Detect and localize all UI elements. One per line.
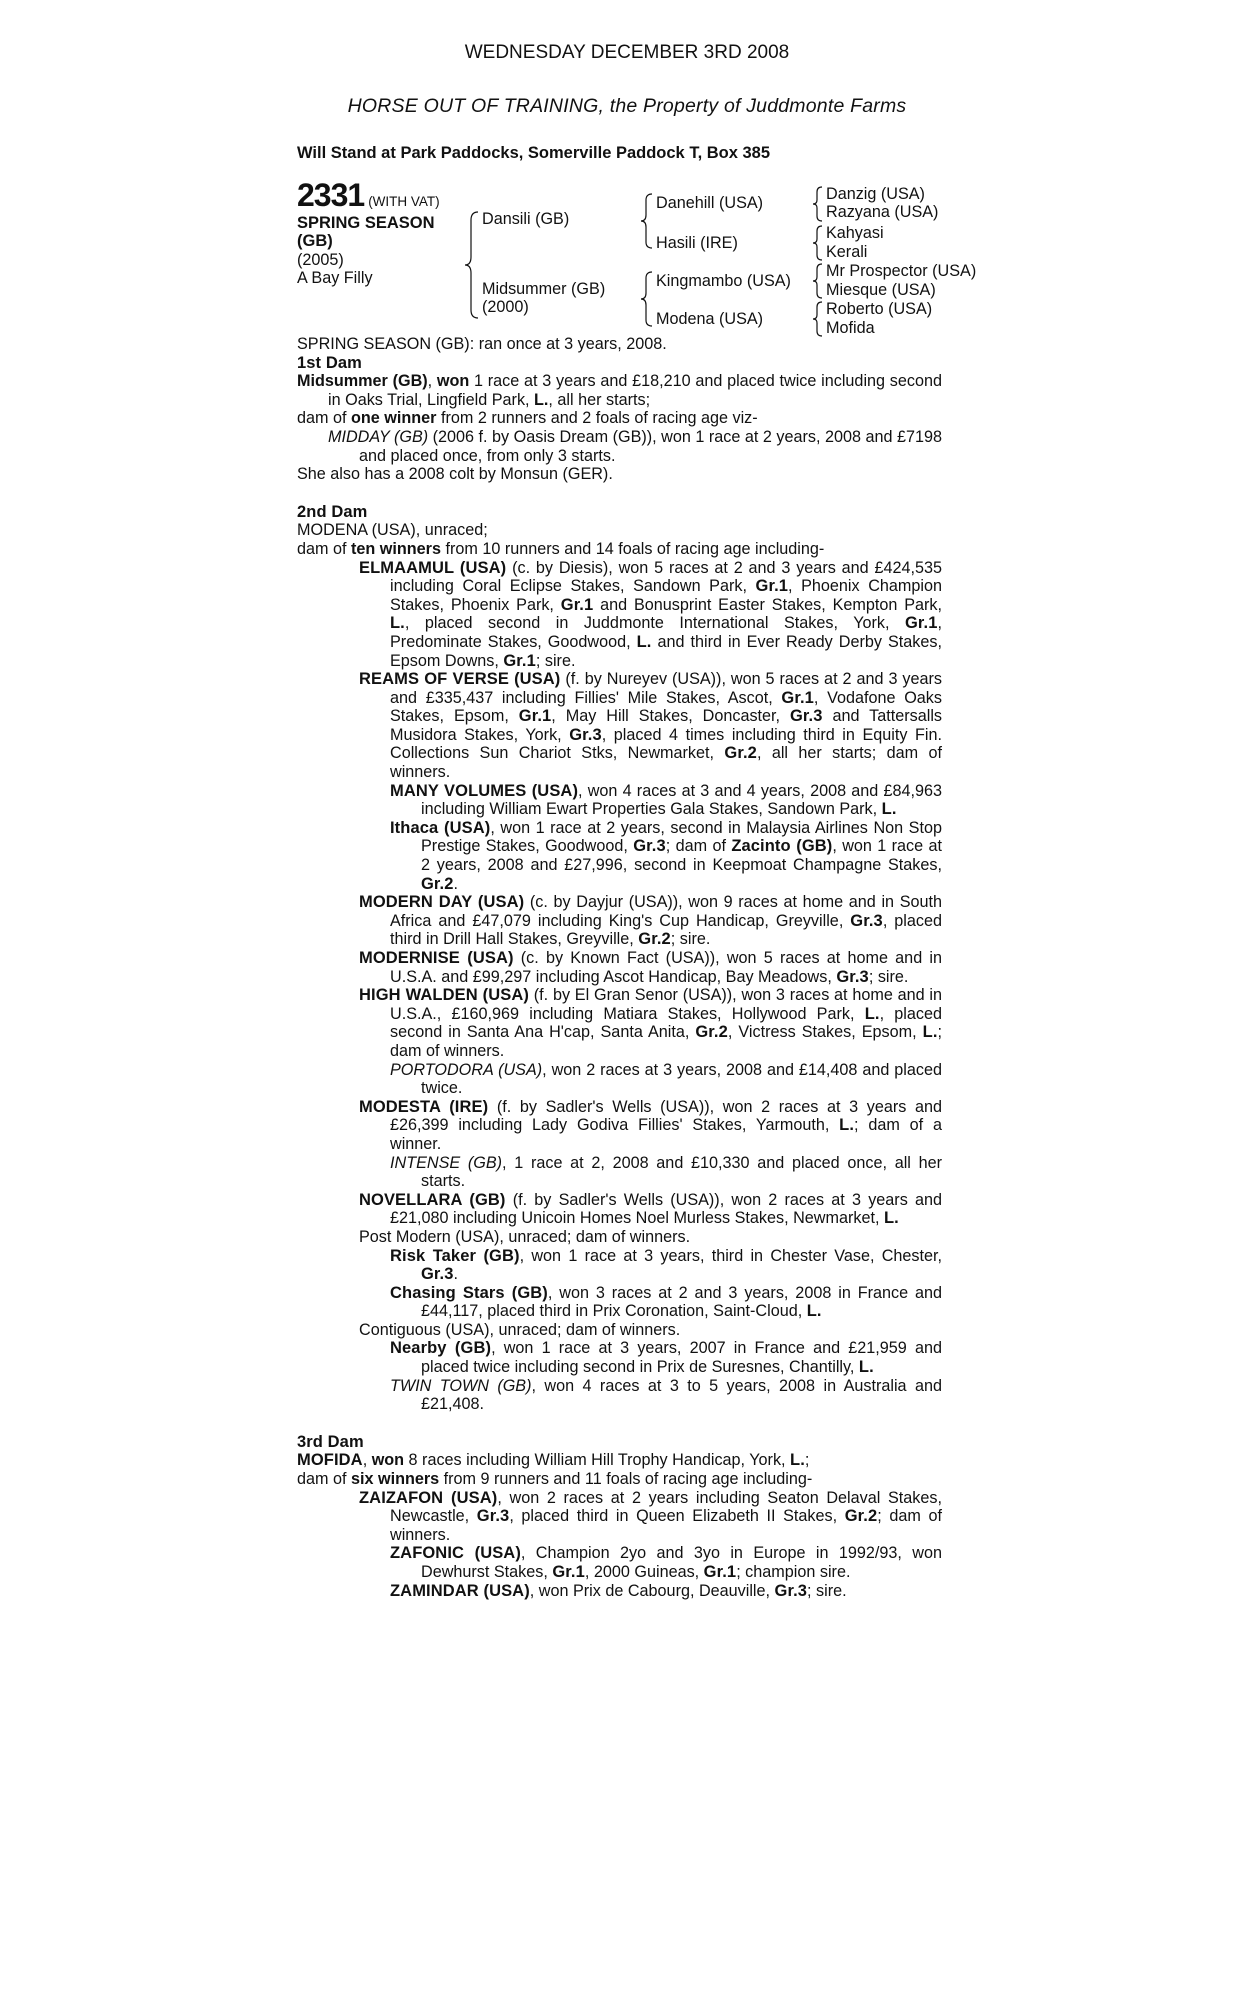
pedigree-gen3-item: Kahyasi — [826, 224, 884, 242]
lot-block — [297, 177, 440, 288]
pedigree-gen2-item: Hasili (IRE) — [656, 234, 738, 252]
produce-entry: ELMAAMUL (USA) (c. by Diesis), won 5 races at 2 and 3 years and £424,535 including Coral Eclipse Stakes, Sandown Park, Gr.1, Phoenix Champion Stakes, Phoenix Park, Gr.1 and Bonusprint Easter Stakes, Kempton Park, L., placed second in Juddmonte International Stakes, York, Gr.1, Predominate Stakes, Goodwood, L. and third in Ever Ready Derby Stakes, Epsom Downs, Gr.1; sire. — [359, 558, 942, 670]
produce-entry: NOVELLARA (GB) (f. by Sadler's Wells (USA)), won 2 races at 3 years and £21,080 including Unicoin Homes Noel Murless Stakes, Newmarket, L. — [359, 1190, 942, 1228]
pedigree-gen2-item: Modena (USA) — [656, 310, 764, 328]
pedigree-bracket-gen2 — [638, 192, 656, 250]
sale-subtitle: HORSE OUT OF TRAINING, the Property of Juddmonte Farms — [347, 95, 907, 117]
second-dam-produce-summary: dam of ten winners from 10 runners and 14 foals of racing age including- — [297, 539, 825, 558]
produce-entry: MODERN DAY (USA) (c. by Dayjur (USA)), won 9 races at home and in South Africa and £47,079 including King's Cup Handicap, Greyville, Gr.3, placed third in Drill Hall Stakes, Greyville, Gr.2; sire. — [359, 893, 942, 949]
produce-entry: INTENSE (GB), 1 race at 2, 2008 and £10,330 and placed once, all her starts. — [390, 1153, 942, 1191]
third-dam-produce-summary: dam of six winners from 9 runners and 11 foals of racing age including- — [297, 1470, 813, 1489]
produce-entry: ZAIZAFON (USA), won 2 races at 2 years including Seaton Delaval Stakes, Newcastle, Gr.3, placed third in Queen Elizabeth II Stakes, Gr.2; dam of winners. — [359, 1488, 942, 1544]
stabling-location: Will Stand at Park Paddocks, Somerville Paddock T, Box 385 — [297, 144, 771, 162]
second-dam-record: MODENA (USA), unraced; — [297, 521, 488, 540]
produce-entry: Nearby (GB), won 1 race at 3 years, 2007 in France and £21,959 and placed twice including second in Prix de Suresnes, Chantilly, L. — [390, 1339, 942, 1377]
pedigree-bracket-gen3 — [810, 224, 826, 262]
pedigree-gen2-item: Kingmambo (USA) — [656, 272, 791, 290]
produce-entry: HIGH WALDEN (USA) (f. by El Gran Senor (USA)), won 3 races at home and in U.S.A., £160,969 including Matiara Stakes, Hollywood Park, L., placed second in Santa Ana H'cap, Santa Anita, Gr.2, Victress Stakes, Epsom, L.; dam of winners. — [359, 986, 943, 1060]
pedigree-gen3-item: Danzig (USA) — [826, 185, 925, 203]
produce-entry: MIDDAY (GB) (2006 f. by Oasis Dream (GB)), won 1 race at 2 years, 2008 and £7198 and placed once, from only 3 starts. — [328, 427, 942, 465]
produce-entry: MODESTA (IRE) (f. by Sadler's Wells (USA)), won 2 races at 3 years and £26,399 including Lady Godiva Fillies' Stakes, Yarmouth, L.; dam of a winner. — [359, 1097, 943, 1153]
horse-description: A Bay Filly — [297, 269, 373, 288]
pedigree-dam: Midsummer (GB) — [482, 280, 606, 298]
first-dam-produce-summary: dam of one winner from 2 runners and 2 foals of racing age viz- — [297, 409, 758, 428]
produce-entry: Contiguous (USA), unraced; dam of winners. — [359, 1320, 681, 1339]
third-dam-record: MOFIDA, won 8 races including William Hill Trophy Handicap, York, L.; — [297, 1451, 810, 1470]
produce-entry: ZAFONIC (USA), Champion 2yo and 3yo in Europe in 1992/93, won Dewhurst Stakes, Gr.1, 2000 Guineas, Gr.1; champion sire. — [390, 1544, 942, 1581]
horse-year: (2005) — [297, 250, 344, 269]
produce-entry: TWIN TOWN (GB), won 4 races at 3 to 5 years, 2008 in Australia and £21,408. — [390, 1376, 942, 1414]
second-dam-heading: 2nd Dam — [297, 502, 368, 521]
sale-date: WEDNESDAY DECEMBER 3RD 2008 — [464, 42, 790, 63]
pedigree-bracket-gen1 — [462, 210, 482, 320]
pedigree-bracket-gen3 — [810, 300, 826, 338]
produce-entry: MANY VOLUMES (USA), won 4 races at 3 and 4 years, 2008 and £84,963 including William Ewart Properties Gala Stakes, Sandown Park, L. — [390, 781, 942, 819]
pedigree-gen3-item: Razyana (USA) — [826, 203, 939, 221]
pedigree-gen2-item: Danehill (USA) — [656, 194, 764, 212]
pedigree-gen3-item: Miesque (USA) — [826, 281, 936, 299]
horse-name-line1: SPRING SEASON — [297, 213, 435, 232]
horse-name-line2: (GB) — [297, 232, 333, 251]
third-dam-heading: 3rd Dam — [297, 1432, 364, 1451]
produce-entry: Risk Taker (GB), won 1 race at 3 years, third in Chester Vase, Chester, Gr.3. — [390, 1246, 943, 1284]
vat-note: (WITH VAT) — [368, 194, 440, 209]
pedigree-bracket-gen2 — [638, 270, 656, 328]
first-dam-note: She also has a 2008 colt by Monsun (GER). — [297, 465, 613, 484]
pedigree-gen3-item: Kerali — [826, 243, 868, 261]
lot-number: 2331 — [297, 177, 365, 213]
produce-entry: Chasing Stars (GB), won 3 races at 2 and 3 years, 2008 in France and £44,117, placed third in Prix Coronation, Saint-Cloud, L. — [390, 1283, 942, 1321]
pedigree-sire: Dansili (GB) — [482, 210, 570, 228]
pedigree-dam-year: (2000) — [482, 298, 529, 316]
pedigree-bracket-gen3 — [810, 185, 826, 223]
pedigree-gen3-item: Mofida — [826, 319, 875, 337]
pedigree-gen3-item: Roberto (USA) — [826, 300, 933, 318]
pedigree-gen3-item: Mr Prospector (USA) — [826, 262, 977, 280]
first-dam-record: Midsummer (GB), won 1 race at 3 years and £18,210 and placed twice including second in Oaks Trial, Lingfield Park, L., all her starts; — [297, 372, 942, 409]
produce-entry: Ithaca (USA), won 1 race at 2 years, second in Malaysia Airlines Non Stop Prestige Stakes, Goodwood, Gr.3; dam of Zacinto (GB), won 1 race at 2 years, 2008 and £27,996, second in Keepmoat Champagne Stakes, Gr.2. — [390, 818, 942, 893]
produce-entry: PORTODORA (USA), won 2 races at 3 years, 2008 and £14,408 and placed twice. — [390, 1060, 943, 1098]
race-record-summary: SPRING SEASON (GB): ran once at 3 years, 2008. — [297, 335, 667, 353]
produce-entry: MODERNISE (USA) (c. by Known Fact (USA)), won 5 races at home and in U.S.A. and £99,297 including Ascot Handicap, Bay Meadows, Gr.3; sire. — [359, 949, 943, 986]
produce-entry: REAMS OF VERSE (USA) (f. by Nureyev (USA)), won 5 races at 2 and 3 years and £335,437 including Fillies' Mile Stakes, Ascot, Gr.1, Vodafone Oaks Stakes, Epsom, Gr.1, May Hill Stakes, Doncaster, Gr.3 and Tattersalls Musidora Stakes, York, Gr.3, placed 4 times including third in Equity Fin. Collections Sun Chariot Stks, Newmarket, Gr.2, all her starts; dam of winners. — [359, 670, 943, 782]
first-dam-heading: 1st Dam — [297, 353, 362, 372]
pedigree-bracket-gen3 — [810, 262, 826, 300]
catalogue-text — [297, 335, 942, 1600]
produce-entry: ZAMINDAR (USA), won Prix de Cabourg, Deauville, Gr.3; sire. — [390, 1581, 847, 1600]
produce-entry: Post Modern (USA), unraced; dam of winners. — [359, 1227, 691, 1246]
